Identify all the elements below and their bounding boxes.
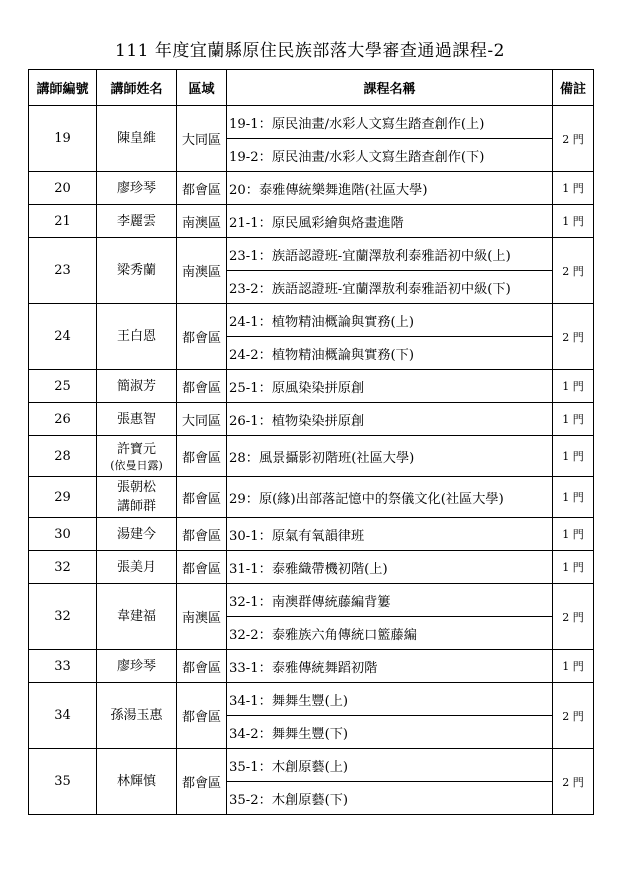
instructor-id-cell: 35 [29,749,97,815]
instructor-name-line: 講師群 [116,499,156,514]
instructor-name-line: 廖珍琴 [116,180,156,196]
area-cell: 都會區 [177,304,227,370]
table-row [29,551,594,584]
note-cell: 2 門 [553,238,594,304]
table-row [29,370,594,403]
area-cell: 大同區 [177,106,227,172]
instructor-id-cell: 28 [29,436,97,477]
course-name-cell: 32-2：泰雅族六角傳統口籃藤編 [227,617,553,650]
note-cell: 1 門 [553,650,594,683]
instructor-id-cell: 21 [29,205,97,238]
instructor-name-cell [97,518,177,551]
instructor-name-line: 韋建福 [116,609,156,624]
note-cell: 1 門 [553,436,594,477]
instructor-id-cell: 30 [29,518,97,551]
note-cell: 1 門 [553,172,594,205]
course-name-cell: 19-1：原民油畫/水彩人文寫生踏查創作(上) [227,106,553,139]
note-cell: 2 門 [553,683,594,749]
note-cell: 1 門 [553,477,594,518]
table-row [29,403,594,436]
course-name-cell: 26-1：植物染染拼原創 [227,403,553,436]
course-name-cell: 35-2：木創原藝(下) [227,782,553,815]
area-cell: 都會區 [177,650,227,683]
header-instructor-id: 講師編號 [29,70,97,106]
instructor-name-line: 廖珍琴 [116,658,156,674]
area-cell: 都會區 [177,683,227,749]
table-row [29,650,594,683]
area-cell: 都會區 [177,370,227,403]
course-name-cell: 34-2：舞舞生豐(下) [227,716,553,749]
note-cell: 2 門 [553,749,594,815]
course-name-cell: 23-1：族語認證班-宜蘭澤敖利泰雅語初中級(上) [227,238,553,271]
course-name-cell: 21-1：原民風彩繪與烙畫進階 [227,205,553,238]
instructor-name-line: 簡淑芳 [116,378,156,394]
instructor-name-line: 梁秀蘭 [116,263,156,278]
instructor-name-cell [97,238,177,304]
instructor-id-cell: 32 [29,551,97,584]
table-row [29,205,594,238]
course-name-cell: 25-1：原風染染拼原創 [227,370,553,403]
instructor-name-line: 湯建今 [116,526,156,542]
table-body [29,106,594,815]
course-name-cell: 31-1：泰雅織帶機初階(上) [227,551,553,584]
instructor-name-cell [97,584,177,650]
instructor-name-line: 李麗雲 [116,213,156,229]
course-name-cell: 19-2：原民油畫/水彩人文寫生踏查創作(下) [227,139,553,172]
course-name-cell: 34-1：舞舞生豐(上) [227,683,553,716]
instructor-name-cell [97,205,177,238]
instructor-name-cell [97,106,177,172]
instructor-name-line: 許寶元 [116,441,156,457]
instructor-name-cell [97,683,177,749]
instructor-name-cell [97,436,177,477]
instructor-name-line: 張朝松 [116,480,156,495]
note-cell: 2 門 [553,106,594,172]
table-row [29,304,594,337]
area-cell: 南澳區 [177,205,227,238]
header-note: 備註 [553,70,594,106]
course-name-cell: 23-2：族語認證班-宜蘭澤敖利泰雅語初中級(下) [227,271,553,304]
header-area: 區域 [177,70,227,106]
table-row [29,238,594,271]
instructor-name-cell [97,370,177,403]
course-name-cell: 28：風景攝影初階班(社區大學) [227,436,553,477]
area-cell: 都會區 [177,551,227,584]
course-name-cell: 29：原(緣)出部落記憶中的祭儀文化(社區大學) [227,477,553,518]
course-name-cell: 35-1：木創原藝(上) [227,749,553,782]
course-name-cell: 33-1：泰雅傳統舞蹈初階 [227,650,553,683]
note-cell: 2 門 [553,304,594,370]
course-name-cell: 30-1：原氣有氧韻律班 [227,518,553,551]
table-row [29,518,594,551]
area-cell: 都會區 [177,749,227,815]
instructor-id-cell: 24 [29,304,97,370]
course-name-cell: 24-1：植物精油概論與實務(上) [227,304,553,337]
instructor-id-cell: 23 [29,238,97,304]
instructor-name-line: 張惠智 [116,411,156,427]
area-cell: 大同區 [177,403,227,436]
instructor-name-cell [97,403,177,436]
note-cell: 1 門 [553,551,594,584]
course-table [28,69,594,815]
area-cell: 南澳區 [177,584,227,650]
course-name-cell: 24-2：植物精油概論與實務(下) [227,337,553,370]
instructor-name-line: 陳皇維 [116,131,156,146]
instructor-id-cell: 25 [29,370,97,403]
instructor-id-cell: 33 [29,650,97,683]
area-cell: 都會區 [177,518,227,551]
instructor-name-line: 王白恩 [116,329,156,344]
note-cell: 1 門 [553,205,594,238]
area-cell: 都會區 [177,172,227,205]
instructor-name-cell [97,477,177,518]
course-name-cell: 32-1：南澳群傳統藤編背簍 [227,584,553,617]
table-row [29,683,594,716]
header-course-name: 課程名稱 [227,70,553,106]
note-cell: 1 門 [553,370,594,403]
table-row [29,436,594,477]
area-cell: 都會區 [177,436,227,477]
note-cell: 1 門 [553,403,594,436]
instructor-name-line: (依曼日露) [110,458,163,472]
instructor-id-cell: 26 [29,403,97,436]
area-cell: 南澳區 [177,238,227,304]
table-row [29,584,594,617]
instructor-id-cell: 20 [29,172,97,205]
page-title: 111 年度宜蘭縣原住民族部落大學審查通過課程-2 [115,41,505,61]
instructor-id-cell: 29 [29,477,97,518]
table-row [29,477,594,518]
instructor-name-line: 張美月 [116,559,156,575]
instructor-name-cell [97,650,177,683]
area-cell: 都會區 [177,477,227,518]
instructor-name-line: 孫湯玉惠 [110,708,163,723]
course-name-cell: 20：泰雅傳統樂舞進階(社區大學) [227,172,553,205]
instructor-name-cell [97,304,177,370]
table-header-row [29,70,594,106]
instructor-id-cell: 32 [29,584,97,650]
instructor-name-cell [97,551,177,584]
instructor-id-cell: 19 [29,106,97,172]
note-cell: 1 門 [553,518,594,551]
table-row [29,106,594,139]
note-cell: 2 門 [553,584,594,650]
instructor-name-cell [97,172,177,205]
header-instructor-name: 講師姓名 [97,70,177,106]
table-row [29,172,594,205]
instructor-name-cell [97,749,177,815]
instructor-id-cell: 34 [29,683,97,749]
table-row [29,749,594,782]
instructor-name-line: 林輝慎 [116,774,156,789]
